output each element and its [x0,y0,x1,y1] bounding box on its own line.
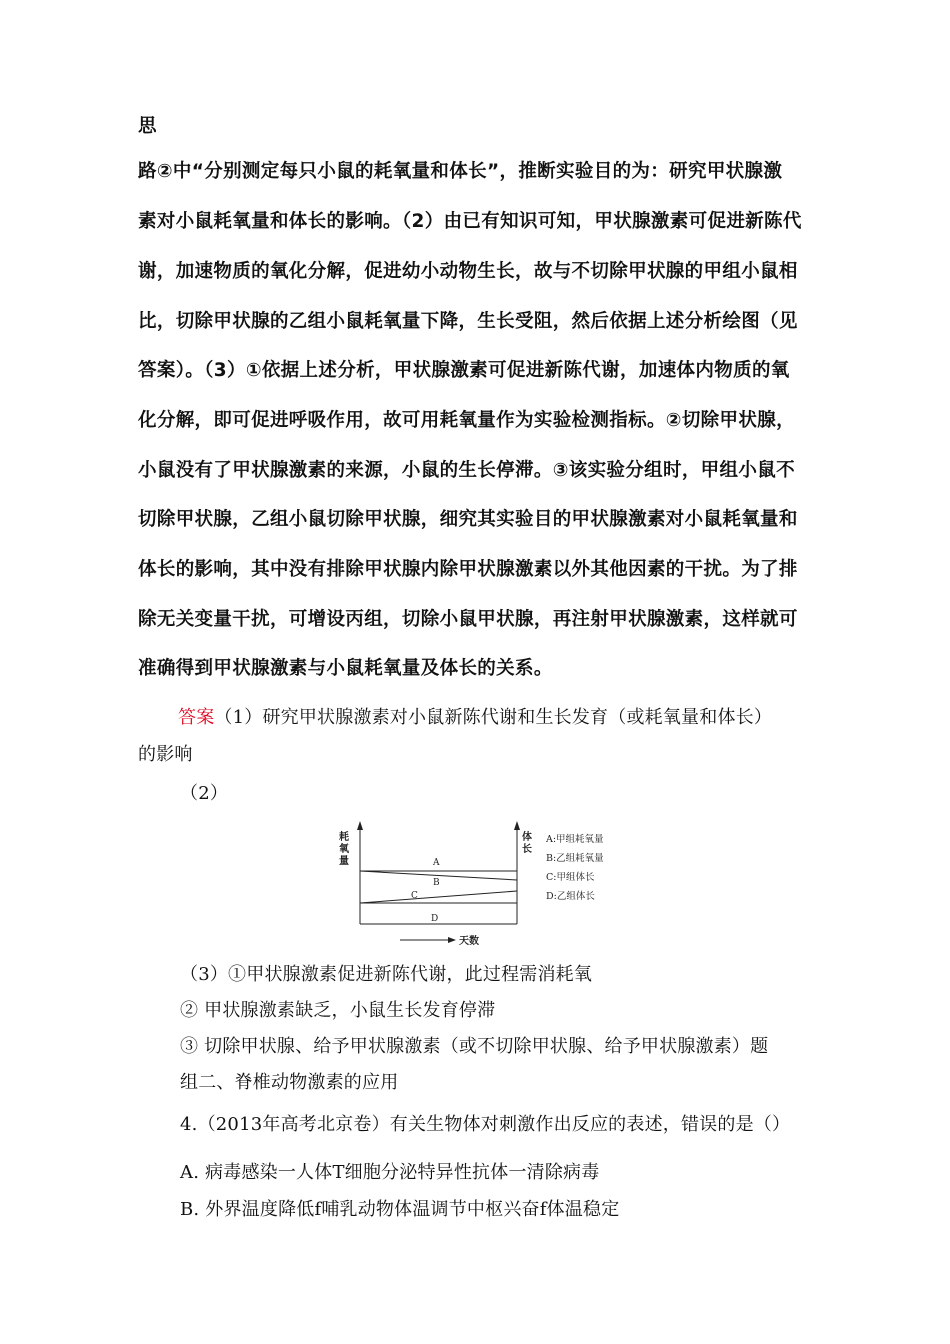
analysis-line-7: 化分解，即可促进呼吸作用，故可用耗氧量作为实验检测指标。②切除甲状腺， [138,410,795,431]
analysis-line-12: 准确得到甲状腺激素与小鼠耗氧量及体长的关系。 [138,658,553,679]
answer-part3-line1: （3）①甲状腺激素促进新陈代谢，此过程需消耗氧 [180,964,593,985]
analysis-line-4: 谢，加速物质的氧化分解，促进幼小动物生长，故与不切除甲状腺的甲组小鼠相 [138,261,798,282]
answer-diagram [330,818,630,950]
answer-part2-label: （2） [180,783,229,804]
right-axis-label-1: 体 [522,832,532,843]
question-option-b: B. 外界温度降低f哺乳动物体温调节中枢兴奋f体温稳定 [180,1199,620,1220]
legend-d: D:乙组体长 [546,891,595,902]
answer-part3-line2: ② 甲状腺激素缺乏，小鼠生长发育停滞 [180,1000,496,1021]
answer-label: 答案 [178,707,215,728]
label-c: C [411,891,418,901]
analysis-line-2: 路②中“分别测定每只小鼠的耗氧量和体长”，推断实验目的为：研究甲状腺激 [138,161,783,182]
answer-part1-text: （1）研究甲状腺激素对小鼠新陈代谢和生长发育（或耗氧量和体长） [214,707,773,728]
time-arrow-icon [448,937,456,943]
analysis-line-6: 答案）。（3）①依据上述分析，甲状腺激素可促进新陈代谢，加速体内物质的氧 [138,360,790,381]
analysis-line-11: 除无关变量干扰，可增设丙组，切除小鼠甲状腺，再注射甲状腺激素，这样就可 [138,609,798,630]
legend-a: A:甲组耗氧量 [546,834,604,845]
right-axis-label-2: 长 [522,844,532,855]
question-stem: 4.（2013年高考北京卷）有关生物体对刺激作出反应的表述，错误的是（） [180,1114,791,1135]
analysis-line-8: 小鼠没有了甲状腺激素的来源，小鼠的生长停滞。③该实验分组时，甲组小鼠不 [138,460,795,481]
analysis-line-9: 切除甲状腺，乙组小鼠切除甲状腺，细究其实验目的甲状腺激素对小鼠耗氧量和 [138,509,798,530]
line-c [360,891,517,903]
analysis-line-5: 比，切除甲状腺的乙组小鼠耗氧量下降，生长受阻，然后依据上述分析绘图（见 [138,311,798,332]
answer-part1-line2: 的影响 [138,744,193,765]
right-axis-arrow-icon [514,821,520,830]
left-axis-arrow-icon [357,821,363,830]
answer-part1-line1 [178,703,772,729]
legend-b: B:乙组耗氧量 [546,853,604,864]
label-d: D [431,914,439,924]
question-option-a: A. 病毒感染一人体T细胞分泌特异性抗体一清除病毒 [180,1162,600,1183]
x-axis-label: 天数 [459,936,479,947]
legend-c: C:甲组体长 [546,872,595,883]
left-axis-label-2: 氧 [339,844,349,855]
section-heading: 组二、脊椎动物激素的应用 [180,1072,399,1093]
answer-part3-line3: ③ 切除甲状腺、给予甲状腺激素（或不切除甲状腺、给予甲状腺激素）题 [180,1036,769,1057]
left-axis-label-1: 耗 [339,832,349,843]
analysis-line-1: 思 [138,116,157,137]
label-a: A [433,858,440,868]
label-b: B [433,878,440,888]
analysis-line-10: 体长的影响，其中没有排除甲状腺内除甲状腺激素以外其他因素的干扰。为了排 [138,559,798,580]
left-axis-label-3: 量 [339,856,349,867]
analysis-line-3: 素对小鼠耗氧量和体长的影响。（2）由已有知识可知，甲状腺激素可促进新陈代 [138,211,802,232]
